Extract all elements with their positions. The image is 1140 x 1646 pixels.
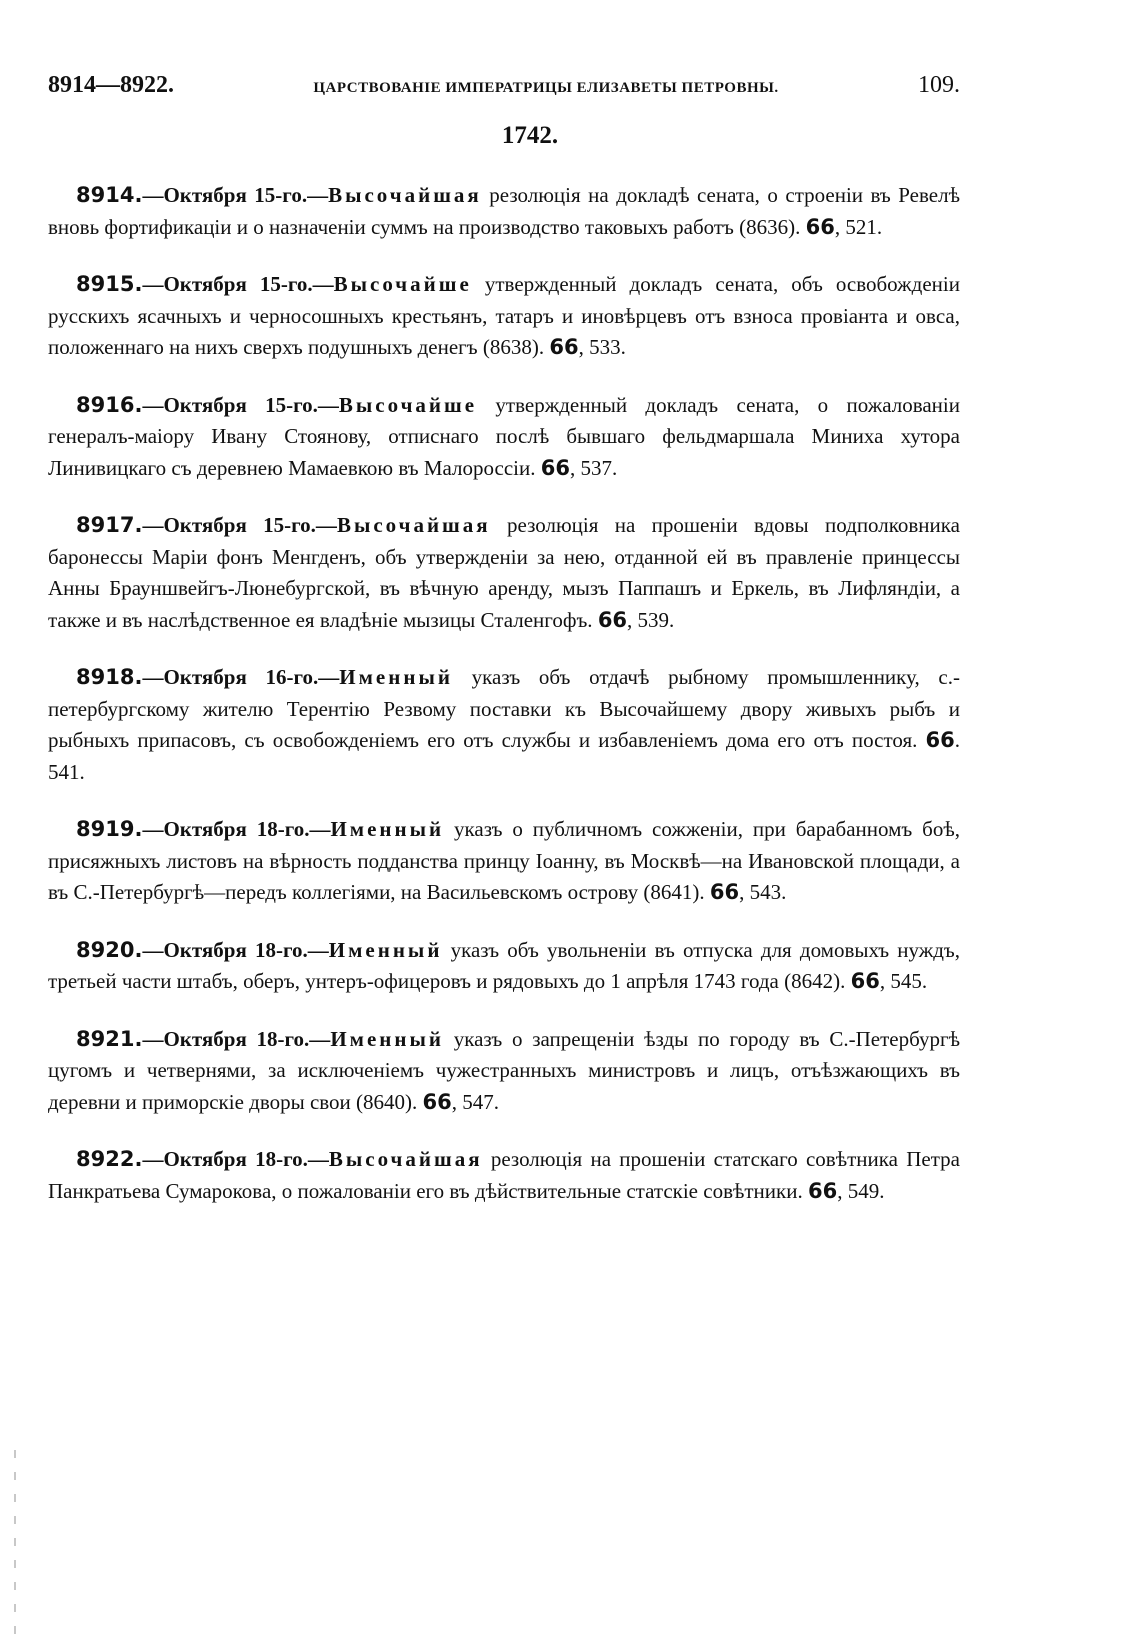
entry-text: резолюція на прошеніи статскаго совѣтника Петра Панкратьева Сумарокова, о пожалованіи его въ дѣйствительные статскіе совѣтники. <box>48 1147 960 1203</box>
entry-text: резолюція на докладѣ сената, о строеніи въ Ревелѣ вновь фортификаціи и о назначеніи суммъ на производство таковыхъ работъ (8636). <box>48 183 960 239</box>
entry-page: , 547. <box>451 1089 500 1114</box>
entry-text: указъ объ отдачѣ рыбному промышленнику, с.-петербургскому жителю Терентію Резвому поставки къ Высочайшему двору живыхъ рыбъ и рыбныхъ припасовъ, съ освобожденіемъ его отъ службы и избавленіемъ дома его отъ постоя. <box>48 665 960 752</box>
entry-number: 8916. <box>76 392 143 417</box>
entry-date: —Октября 15-го.— <box>142 392 339 417</box>
entry-8919 <box>48 814 960 909</box>
entry-page: , 537. <box>569 455 618 480</box>
entry-kind: Высочайшая <box>336 513 491 537</box>
entry-date: —Октября 18-го.— <box>142 1147 329 1171</box>
entry-page: , 533. <box>578 335 626 359</box>
entry-volume: 66 <box>597 607 628 632</box>
entry-text: утвержденный докладъ сената, о пожалованіи генералъ-маіору Ивану Стоянову, отписнаго послѣ бывшаго фельдмаршала Миниха хутора Линивицкаго съ деревнею Мамаевкою въ Малороссіи. <box>48 392 960 480</box>
entry-volume: 66 <box>549 335 579 359</box>
entry-date: —Октября 15-го.— <box>142 183 329 207</box>
entry-kind: Именный <box>330 1026 444 1051</box>
entry-8920 <box>48 935 960 998</box>
entry-page: , 539. <box>627 607 675 632</box>
entry-number: 8920. <box>76 937 143 962</box>
entry-volume: 66 <box>850 969 880 993</box>
entry-kind: Именный <box>339 665 453 689</box>
entry-volume: 66 <box>925 728 955 752</box>
entry-page: , 521. <box>834 214 883 239</box>
entry-date: —Октября 16-го.— <box>142 665 340 689</box>
entry-page: , 549. <box>837 1178 885 1203</box>
entry-kind: Высочайше <box>338 392 478 417</box>
entry-date: —Октября 15-го.— <box>142 513 337 537</box>
entry-page: . 541. <box>48 728 960 784</box>
entry-8914 <box>48 180 960 243</box>
entry-text: указъ о запрещеніи ѣзды по городу въ С.-Петербургѣ цугомъ и четвернями, за исключеніемъ чужестранныхъ министровъ и лицъ, отъѣзжающихъ въ деревни и приморскіе дворы свои (8640). <box>48 1026 960 1114</box>
entry-kind: Именный <box>330 817 445 841</box>
entry-volume: 66 <box>805 214 835 239</box>
entry-kind: Высочайше <box>333 272 472 296</box>
header-entry-range: 8914—8922. <box>48 72 174 98</box>
entry-volume: 66 <box>422 1089 452 1114</box>
entry-volume: 66 <box>540 455 570 480</box>
entry-text: утвержденный докладъ сената, объ освобожденіи русскихъ ясачныхъ и черносошныхъ крестьянъ, татаръ и иновѣрцевъ отъ взноса провіанта и овса, положеннаго на нихъ сверхъ подушныхъ денегъ (8638). <box>48 272 960 359</box>
entry-number: 8922. <box>76 1147 143 1171</box>
entry-number: 8917. <box>76 513 143 537</box>
year-heading: 1742. <box>501 122 559 149</box>
entry-text: указъ объ увольненіи въ отпуска для домовыхъ нуждъ, третьей части штабъ, оберъ, унтеръ-офицеровъ и рядовыхъ до 1 апрѣля 1743 года (8642). <box>48 937 960 993</box>
entry-date: —Октября 18-го.— <box>142 937 329 962</box>
entry-number: 8915. <box>76 272 143 296</box>
entry-number: 8919. <box>76 817 143 841</box>
entry-kind: Высочайшая <box>328 1147 483 1171</box>
entry-page: , 543. <box>739 880 787 904</box>
entry-8917 <box>48 510 960 636</box>
entry-8915 <box>48 269 960 364</box>
entry-text: указъ о публичномъ сожженіи, при барабанномъ боѣ, присяжныхъ листовъ на вѣрность подданства принцу Іоанну, въ Москвѣ—на Ивановской площади, а въ С.-Петербургѣ—передъ коллегіями, на Васильевскомъ острову (8641). <box>48 817 960 904</box>
entries-list <box>48 180 960 1233</box>
entry-8916 <box>48 390 960 485</box>
entry-text: резолюція на прошеніи вдовы подполковника баронессы Маріи фонъ Менгденъ, объ утвержденіи за нею, отданной ей въ правленіе принцессы Анны Брауншвейгъ-Люнебургской, въ вѣчную аренду, мызъ Паппашъ и Еркель, въ Лифляндіи, а также и въ наслѣдственное ея владѣніе мызицы Сталенгофъ. <box>48 513 960 632</box>
header-title: ЦАРСТВОВАНІЕ ИМПЕРАТРИЦЫ ЕЛИЗАВЕТЫ ПЕТРОВНЫ. <box>313 80 779 96</box>
entry-kind: Высочайшая <box>328 183 482 207</box>
page-header <box>48 72 960 112</box>
entry-date: —Октября 15-го.— <box>142 272 334 296</box>
entry-kind: Именный <box>328 937 443 962</box>
entry-date: —Октября 18-го.— <box>142 1026 331 1051</box>
entry-8918 <box>48 662 960 788</box>
entry-date: —Октября 18-го.— <box>142 817 331 841</box>
entry-page: , 545. <box>879 969 928 993</box>
entry-volume: 66 <box>709 880 740 904</box>
entry-number: 8921. <box>76 1026 143 1051</box>
entry-8922 <box>48 1144 960 1207</box>
page-number: 109. <box>918 72 960 98</box>
entry-volume: 66 <box>807 1178 838 1203</box>
entry-8921 <box>48 1024 960 1119</box>
entry-number: 8914. <box>76 183 143 207</box>
entry-number: 8918. <box>76 665 143 689</box>
scan-gutter-marks <box>14 1450 16 1640</box>
